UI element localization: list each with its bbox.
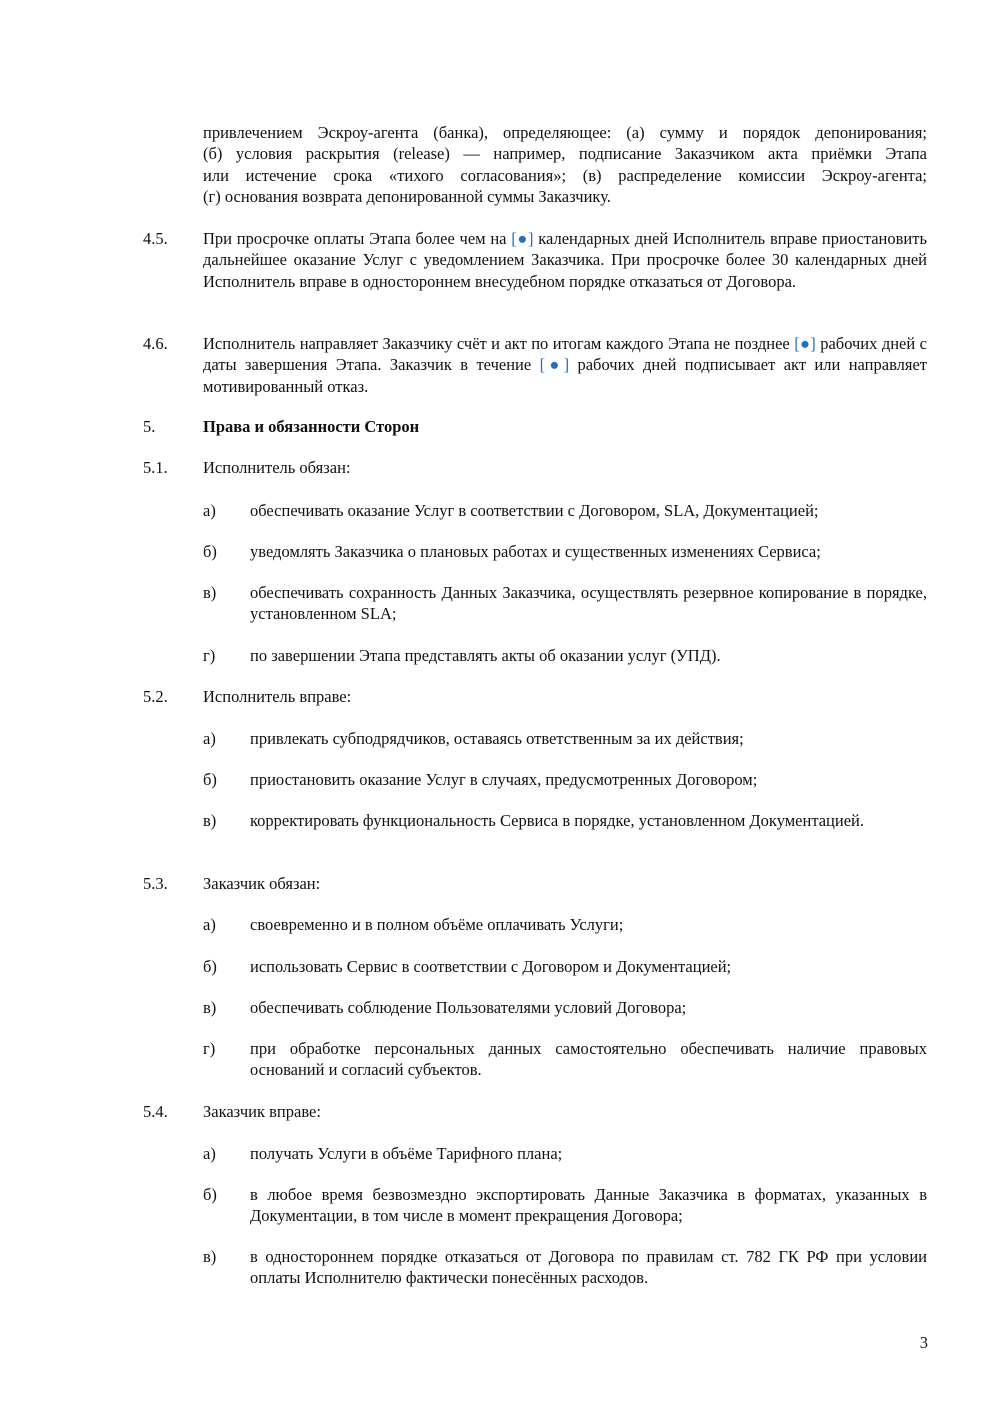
list-marker: в)	[203, 811, 217, 830]
clause-5-1-text: Исполнитель обязан:	[203, 458, 351, 477]
list-marker: а)	[203, 1144, 216, 1163]
section-number-5: 5.	[143, 417, 156, 436]
list-marker: г)	[203, 1039, 216, 1058]
clause-text-part: рабочих дней с даты завершения Этапа. Заказчик в течение	[203, 334, 927, 375]
list-marker: б)	[203, 957, 217, 976]
clause-number-5-2: 5.2.	[143, 687, 168, 706]
list-item-text: обеспечивать соблюдение Пользователями условий Договора;	[250, 998, 687, 1017]
placeholder-marker: [●]	[794, 334, 816, 353]
list-marker: а)	[203, 915, 216, 934]
list-marker: в)	[203, 1247, 217, 1266]
clause-number-5-3: 5.3.	[143, 874, 168, 893]
list-item-text: при обработке персональных данных самостоятельно обеспечивать наличие правовых оснований и согласий субъектов.	[250, 1039, 927, 1080]
list-marker: а)	[203, 501, 216, 520]
list-item-text: получать Услуги в объёме Тарифного плана;	[250, 1144, 563, 1163]
list-item-text: в любое время безвозмездно экспортировать Данные Заказчика в форматах, указанных в Документации, в том числе в момент прекращения Договора;	[250, 1185, 927, 1226]
list-marker: б)	[203, 542, 217, 561]
placeholder-marker: [●]	[539, 355, 570, 375]
list-marker: г)	[203, 646, 216, 665]
list-item-text: привлекать субподрядчиков, оставаясь ответственным за их действия;	[250, 729, 744, 748]
clause-4-6-text	[203, 333, 927, 397]
list-item-text: приостановить оказание Услуг в случаях, предусмотренных Договором;	[250, 770, 758, 789]
list-marker: в)	[203, 998, 217, 1017]
list-item-text: уведомлять Заказчика о плановых работах и существенных изменениях Сервиса;	[250, 542, 821, 561]
list-item-text: обеспечивать оказание Услуг в соответствии с Договором, SLA, Документацией;	[250, 501, 819, 520]
paragraph-line: привлечением Эскроу-агента (банка), определяющее: (а) сумму и порядок депонирования;	[203, 123, 927, 142]
placeholder-marker: [●]	[511, 229, 534, 248]
clause-5-3-text: Заказчик обязан:	[203, 874, 321, 893]
clause-5-2-text: Исполнитель вправе:	[203, 687, 352, 706]
clause-text-part: рабочих дней подписывает акт или направляет мотивированный отказ.	[203, 355, 927, 396]
clause-number-5-1: 5.1.	[143, 458, 168, 477]
paragraph-line: или истечение срока «тихого согласования»; (в) распределение комиссии Эскроу-агента;	[203, 165, 927, 185]
paragraph-line: (г) основания возврата депонированной суммы Заказчику.	[203, 187, 611, 207]
list-item-text: по завершении Этапа представлять акты об оказании услуг (УПД).	[250, 646, 721, 665]
paragraph-line: (б) условия раскрытия (release) — например, подписание Заказчиком акта приёмки Этапа	[203, 144, 927, 164]
list-item-text: корректировать функциональность Сервиса в порядке, установленном Документацией.	[250, 811, 864, 830]
clause-number-4-5: 4.5.	[143, 229, 168, 248]
clause-text-part: календарных дней Исполнитель вправе приостановить дальнейшее оказание Услуг с уведомлением Заказчика. При просрочке более 30 календарных дней Исполнитель вправе в одностороннем внесудебном порядке отказаться от Договора.	[203, 229, 927, 291]
list-item-text: обеспечивать сохранность Данных Заказчика, осуществлять резервное копирование в порядке, установленном SLA;	[250, 583, 927, 624]
list-marker: б)	[203, 1185, 217, 1204]
section-heading: Права и обязанности Сторон	[203, 417, 420, 436]
list-item-text: использовать Сервис в соответствии с Договором и Документацией;	[250, 957, 732, 976]
clause-4-5-text	[203, 228, 927, 292]
clause-text-part: При просрочке оплаты Этапа более чем на	[203, 229, 512, 248]
clause-number-5-4: 5.4.	[143, 1102, 168, 1121]
list-marker: в)	[203, 583, 217, 602]
list-marker: а)	[203, 729, 216, 748]
list-marker: б)	[203, 770, 217, 789]
clause-text-part: Исполнитель направляет Заказчику счёт и акт по итогам каждого Этапа не позднее	[203, 334, 795, 353]
clause-number-4-6: 4.6.	[143, 334, 168, 353]
page-number: 3	[919, 1333, 928, 1352]
list-item-text: своевременно и в полном объёме оплачивать Услуги;	[250, 915, 624, 934]
list-item-text: в одностороннем порядке отказаться от Договора по правилам ст. 782 ГК РФ при условии оплаты Исполнителю фактически понесённых расходов.	[250, 1247, 927, 1288]
clause-5-4-text: Заказчик вправе:	[203, 1102, 321, 1121]
paragraph-4-4-continuation	[203, 122, 927, 208]
